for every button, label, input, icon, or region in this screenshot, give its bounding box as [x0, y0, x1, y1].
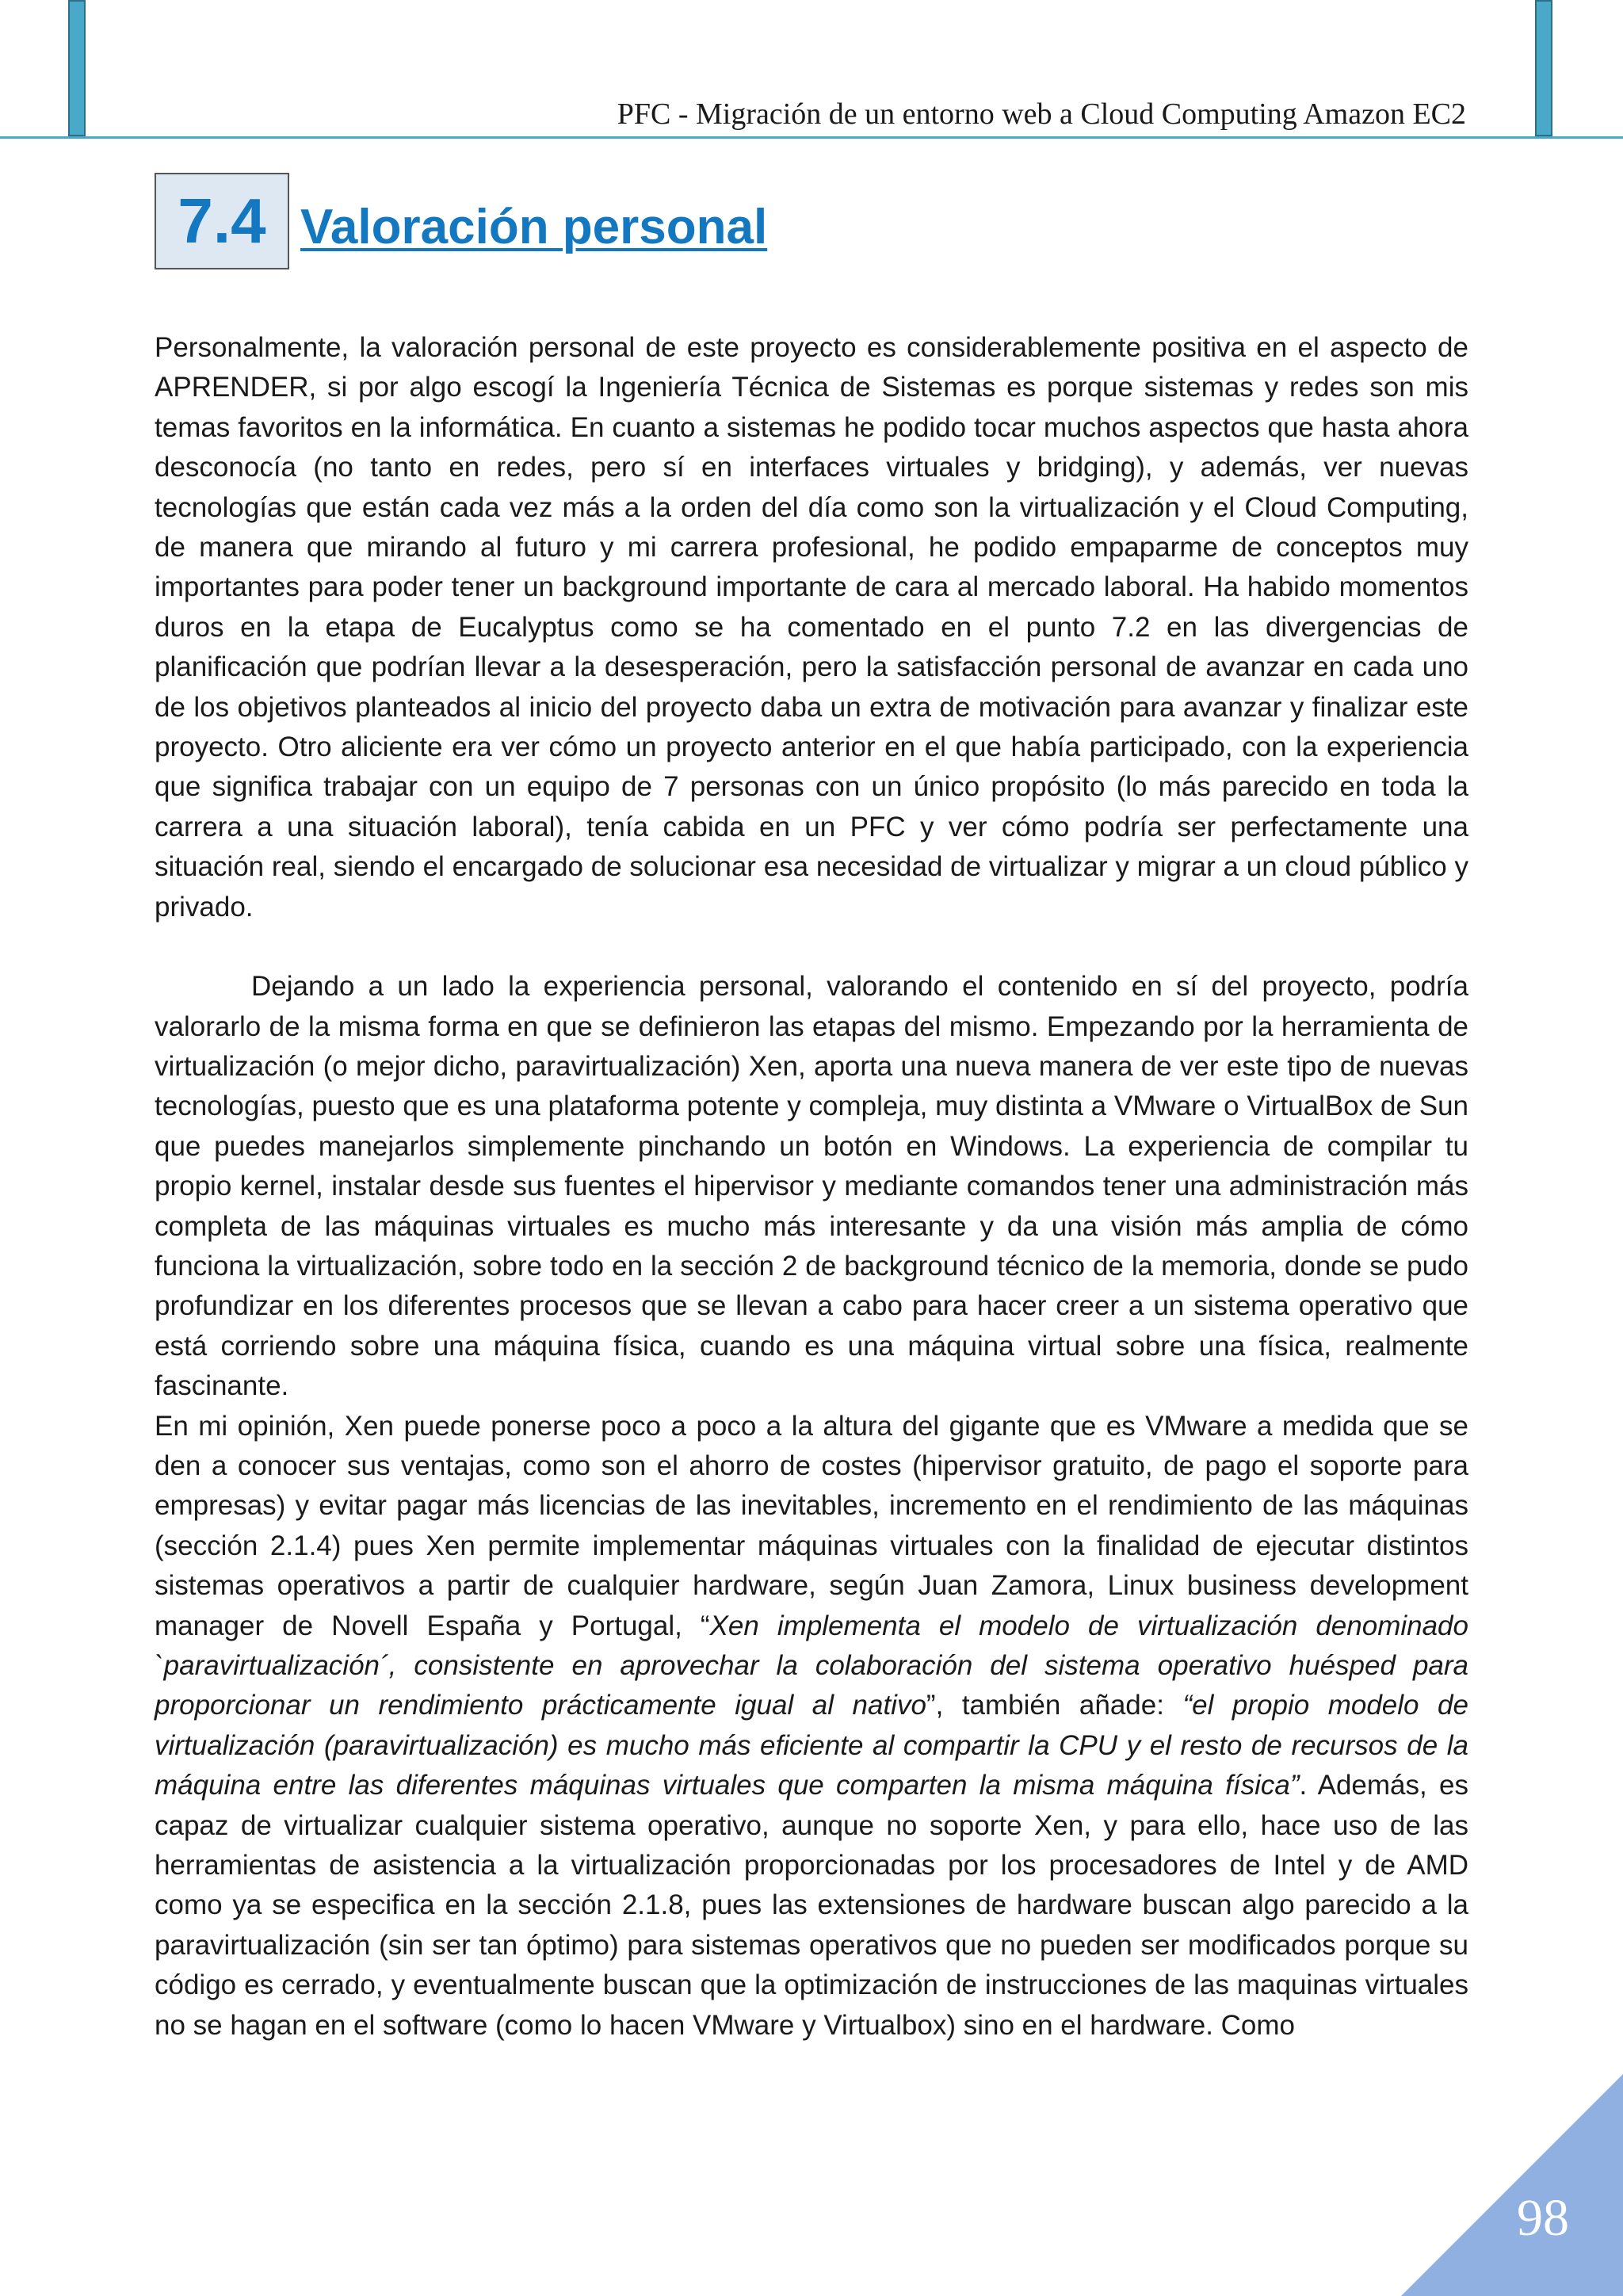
- paragraph-3-text-c: . Además, es capaz de virtualizar cualquier sistema operativo, aunque no soporte Xen, y para ello, hace uso de las herramientas de asistencia a la virtualización proporcionadas por los procesadores de Intel y de AMD como ya se especifica en la sección 2.1.8, pues las extensiones de hardware buscan algo parecido a la paravirtualización (sin ser tan óptimo) para sistemas operativos que no pueden ser modificados porque su código es cerrado, y eventualmente buscan que la optimización de instrucciones de las maquinas virtuales no se hagan en el software (como lo hacen VMware y Virtualbox) sino en el hardware. Como: [155, 1770, 1469, 2041]
- paragraph-3: [155, 1407, 1468, 2046]
- quote-2: “el propio modelo de virtualización (paravirtualización) es mucho más eficiente al compartir la CPU y el resto de recursos de la máquina entre las diferentes máquinas virtuales que comparten la misma máquina física”: [155, 1690, 1468, 1801]
- header-bar-right: [1535, 0, 1552, 136]
- paragraph-3-text-b: ”, también añade:: [926, 1690, 1183, 1721]
- paragraph-3-text-a: En mi opinión, Xen puede ponerse poco a poco a la altura del gigante que es VMware a medida que se den a conocer sus ventajas, como son el ahorro de costes (hipervisor gratuito, de pago el soporte para empresas) y evitar pagar más licencias de las inevitables, incremento en el rendimiento de las máquinas (sección 2.1.4) pues Xen permite implementar máquinas virtuales con la finalidad de ejecutar distintos sistemas operativos a partir de cualquier hardware, según Juan Zamora, Linux business development manager de Novell España y Portugal, “: [155, 1410, 1468, 1641]
- corner-triangle: [1401, 2074, 1623, 2296]
- page-number: 98: [1517, 2189, 1569, 2247]
- section-number: 7.4: [155, 173, 289, 269]
- paragraph-1: Personalmente, la valoración personal de este proyecto es considerablemente positiva en el aspecto de APRENDER, si por algo escogí la Ingeniería Técnica de Sistemas es porque sistemas y redes son mis temas favoritos en la informática. En cuanto a sistemas he podido tocar muchos aspectos que hasta ahora desconocía (no tanto en redes, pero sí en interfaces virtuales y bridging), y además, ver nuevas tecnologías que están cada vez más a la orden del día como son la virtualización y el Cloud Computing, de manera que mirando al futuro y mi carrera profesional, he podido empaparme de conceptos muy importantes para poder tener un background importante de cara al mercado laboral. Ha habido momentos duros en la etapa de Eucalyptus como se ha comentado en el punto 7.2 en las divergencias de planificación que podrían llevar a la desesperación, pero la satisfacción personal de avanzar en cada uno de los objetivos planteados al inicio del proyecto daba un extra de motivación para avanzar y finalizar este proyecto. Otro aliciente era ver cómo un proyecto anterior en el que había participado, con la experiencia que significa trabajar con un equipo de 7 personas con un único propósito (lo más parecido en toda la carrera a una situación laboral), tenía cabida en un PFC y ver cómo podría ser perfectamente una situación real, siendo el encargado de solucionar esa necesidad de virtualizar y migrar a un cloud público y privado.: [155, 332, 1468, 923]
- body-text: [155, 328, 1468, 2046]
- section-title: Valoración personal: [300, 199, 768, 254]
- header-rule: [0, 136, 1623, 139]
- running-header: PFC - Migración de un entorno web a Cloud Computing Amazon EC2: [617, 97, 1466, 131]
- paragraph-gap: [155, 927, 1468, 967]
- header-bar-left: [68, 0, 86, 136]
- paragraph-2: Dejando a un lado la experiencia personal, valorando el contenido en sí del proyecto, podría valorarlo de la misma forma en que se definieron las etapas del mismo. Empezando por la herramienta de virtualización (o mejor dicho, paravirtualización) Xen, aporta una nueva manera de ver este tipo de nuevas tecnologías, puesto que es una plataforma potente y compleja, muy distinta a VMware o VirtualBox de Sun que puedes manejarlos simplemente pinchando un botón en Windows. La experiencia de compilar tu propio kernel, instalar desde sus fuentes el hipervisor y mediante comandos tener una administración más completa de las máquinas virtuales es mucho más interesante y da una visión más amplia de cómo funciona la virtualización, sobre todo en la sección 2 de background técnico de la memoria, donde se pudo profundizar en los diferentes procesos que se llevan a cabo para hacer creer a un sistema operativo que está corriendo sobre una máquina física, cuando es una máquina virtual sobre una física, realmente fascinante.: [155, 971, 1468, 1402]
- section-heading: [155, 173, 767, 269]
- quote-1: Xen implementa el modelo de virtualización denominado `paravirtualización´, consistente en aprovechar la colaboración del sistema operativo huésped para proporcionar un rendimiento prácticamente igual al nativo: [155, 1610, 1468, 1721]
